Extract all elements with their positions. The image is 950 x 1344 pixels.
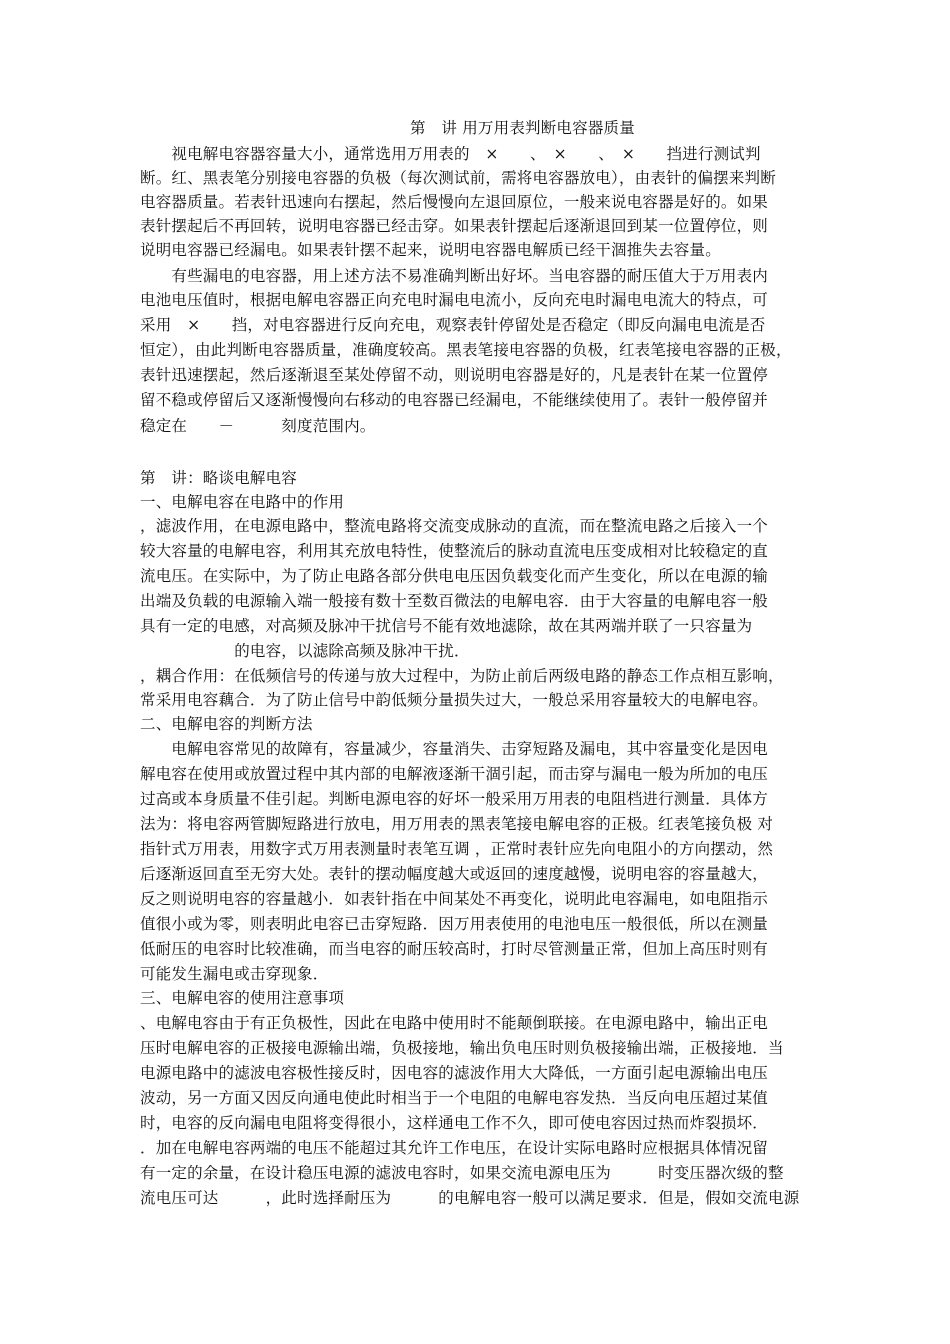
paragraph-line: 过高或本身质量不佳引起。判断电源电容的好坏一般采用万用表的电阻档进行测量．具体方 [140,790,769,808]
paragraph-line: 的电容，以滤除高频及脉冲干扰． [140,642,470,660]
paragraph-line: ，滤波作用，在电源电路中，整流电路将交流变成脉动的直流，而在整流电路之后接入一个 [140,517,769,535]
paragraph-line: 断。红、黑表笔分别接电容器的负极（每次测试前，需将电容器放电），由表针的偏摆来判断 [140,169,776,187]
paragraph-line: 采用 × 挡，对电容器进行反向充电，观察表针停留处是否稳定（即反向漏电电流是否 [140,316,766,334]
section-heading: 三、电解电容的使用注意事项 [140,989,345,1007]
paragraph-line: 常采用电容藕合．为了防止信号中韵低频分量损失过大，一般总采用容量较大的电解电容。 [140,691,769,709]
paragraph-line: 恒定），由此判断电容器质量，准确度较高。黑表笔接电容器的负极，红表笔接电容器的正极， [140,341,792,359]
paragraph-line: 留不稳或停留后又逐渐慢慢向右移动的电容器已经漏电，不能继续使用了。表针一般停留并 [140,391,769,409]
paragraph-line: 电源电路中的滤波电容极性接反时，因电容的滤波作用大大降低，一方面引起电源输出电压 [140,1064,769,1082]
paragraph-line: ．加在电解电容两端的电压不能超过其允许工作电压，在设计实际电路时应根据具体情况留 [140,1139,769,1157]
paragraph-line: 表针摆起后不再回转，说明电容器已经击穿。如果表针摆起后逐渐退回到某一位置停位，则 [140,217,769,235]
paragraph-line: ，耦合作用：在低频信号的传递与放大过程中，为防止前后两级电路的静态工作点相互影响， [140,667,784,685]
paragraph-line: 具有一定的电感，对高频及脉冲干扰信号不能有效地滤除，故在其两端并联了一只容量为 [140,617,753,635]
lecture-1-title: 第 讲 用万用表判断电容器质量 [410,119,635,137]
paragraph-line: 出端及负载的电源输入端一般接有数十至数百微法的电解电容．由于大容量的电解电容一般 [140,592,769,610]
paragraph-line: 低耐压的电容时比较准确，而当电容的耐压较高时，打时尽管测量正常，但加上高压时则有 [140,940,769,958]
paragraph-line: 值很小或为零，则表明此电容已击穿短路．因万用表使用的电池电压一般很低，所以在测量 [140,915,769,933]
paragraph-line: 压时电解电容的正极接电源输出端，负极接地，输出负电压时则负极接输出端，正极接地．当 [140,1039,784,1057]
section-heading: 一、电解电容在电路中的作用 [140,493,345,511]
section-heading: 二、电解电容的判断方法 [140,715,313,733]
paragraph-line: 后逐渐返回直至无穷大处。表针的摆动幅度越大或返回的速度越慢，说明电容的容量越大， [140,865,769,883]
paragraph-line: 解电容在使用或放置过程中其内部的电解液逐渐干涸引起，而击穿与漏电一般为所加的电压 [140,765,769,783]
paragraph-line: 反之则说明电容的容量越小．如表针指在中间某处不再变化，说明此电容漏电，如电阻指示 [140,890,769,908]
paragraph-line: 电解电容常见的故障有，容量减少，容量消失、击穿短路及漏电，其中容量变化是因电 [140,740,769,758]
paragraph-line: 指针式万用表，用数字式万用表测量时表笔互调 ，正常时表针应先向电阻小的方向摆动，然 [140,840,774,858]
paragraph-line: 法为：将电容两管脚短路进行放电，用万用表的黑表笔接电解电容的正极。红表笔接负极 对 [140,815,774,833]
paragraph-line: 稳定在 － 刻度范围内。 [140,417,376,435]
paragraph-line: 可能发生漏电或击穿现象． [140,965,329,983]
paragraph-line: 、电解电容由于有正负极性，因此在电路中使用时不能颠倒联接。在电源电路中，输出正电 [140,1014,769,1032]
paragraph-line: 有一定的余量，在设计稳压电源的滤波电容时，如果交流电源电压为 时变压器次级的整 [140,1164,784,1182]
paragraph-line: 流电压可达 ，此时选择耐压为 的电解电容一般可以满足要求．但是，假如交流电源 [140,1189,800,1207]
paragraph-line: 流电压。在实际中，为了防止电路各部分供电电压因负载变化而产生变化，所以在电源的输 [140,567,769,585]
paragraph-line: 电池电压值时，根据电解电容器正向充电时漏电电流小，反向充电时漏电电流大的特点，可 [140,291,769,309]
paragraph-line: 有些漏电的电容器，用上述方法不易准确判断出好坏。当电容器的耐压值大于万用表内 [140,267,769,285]
paragraph-line: 电容器质量。若表针迅速向右摆起，然后慢慢向左退回原位，一般来说电容器是好的。如果 [140,193,769,211]
paragraph-line: 时，电容的反向漏电电阻将变得很小，这样通电工作不久，即可使电容因过热而炸裂损坏． [140,1114,769,1132]
paragraph-line: 视电解电容器容量大小，通常选用万用表的 × 、 × 、 × 挡进行测试判 [140,145,761,163]
paragraph-line: 表针迅速摆起，然后逐渐退至某处停留不动，则说明电容器是好的，凡是表针在某一位置停 [140,366,769,384]
paragraph-line: 说明电容器已经漏电。如果表针摆不起来，说明电容器电解质已经干涸推失去容量。 [140,241,721,259]
paragraph-line: 波动，另一方面又因反向通电使此时相当于一个电阻的电解电容发热．当反向电压超过某值 [140,1089,769,1107]
paragraph-line: 较大容量的电解电容，利用其充放电特性，使整流后的脉动直流电压变成相对比较稳定的直 [140,542,769,560]
lecture-2-title: 第 讲：略谈电解电容 [140,469,298,487]
